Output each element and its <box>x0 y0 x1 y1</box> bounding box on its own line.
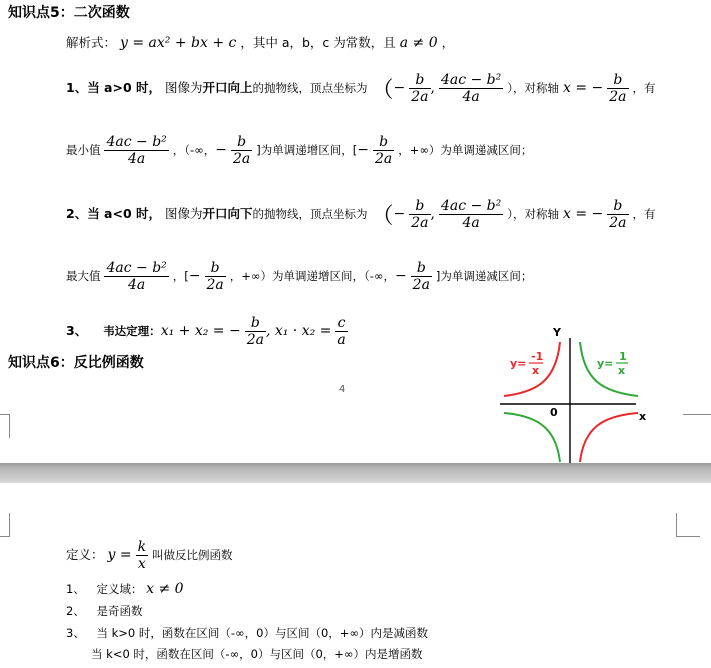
case2-dec-post: ]为单调递减区间； <box>435 269 533 283</box>
fraction-k-x: $\frac{k}{x}$ <box>137 539 147 572</box>
case2-inc-pre: ，[ <box>172 269 189 283</box>
fraction-vertex-y: $\frac{\text{4ac − b²}}{4a}$ <box>440 72 502 105</box>
hyperbola-graph <box>498 320 648 463</box>
analytic-formula: y = ax² + bx + c <box>120 35 237 51</box>
fraction-b-2a: $\frac{b}{2a}$ <box>206 260 224 293</box>
x-axis-label: x <box>639 410 647 423</box>
y-axis-label: Y <box>553 326 561 339</box>
list-item: 1、 定义域： x ≠ 0 <box>66 581 184 597</box>
fraction-b-2a: $\frac{b}{2a}$ <box>411 198 429 231</box>
list-item: 3、 当 k>0 时，函数在区间（-∞，0）与区间（0，+∞）内是减函数 <box>66 626 428 640</box>
analytic-line <box>66 33 454 51</box>
case1-desc-post: 的抛物线，顶点坐标为 <box>252 81 368 95</box>
green-curve-lower-left <box>504 413 560 462</box>
fraction-vertex-y: $\frac{\text{4ac − b²}}{4a}$ <box>106 134 167 167</box>
definition-label: 定义： <box>66 547 104 562</box>
case1-desc-pre: 图像为 <box>165 80 203 95</box>
list-item: 2、 是奇函数 <box>66 604 143 618</box>
green-label-den: x <box>618 364 626 377</box>
fraction-b-2a: $\frac{b}{2a}$ <box>609 198 627 231</box>
minus: − <box>394 268 407 284</box>
red-label-y: y= <box>510 357 527 370</box>
minus: − <box>215 142 227 158</box>
fraction-c-a: $\frac{c}{a}$ <box>337 315 346 348</box>
fraction-b-2a: $\frac{b}{2a}$ <box>412 260 430 293</box>
analytic-label: 解析式： <box>66 35 117 50</box>
case2-line2 <box>66 260 532 293</box>
case2-inc-post: ，+∞）为单调递增区间，（-∞， <box>229 269 395 283</box>
axis-formula: x = − <box>562 80 604 96</box>
minus: − <box>393 206 406 222</box>
case2-line1 <box>66 198 655 231</box>
red-label-num: -1 <box>531 350 544 363</box>
axis-formula: x = − <box>562 206 604 222</box>
case2-desc-pre: 图像为 <box>165 206 203 221</box>
case1-line1 <box>66 72 655 105</box>
minus: − <box>357 142 369 158</box>
analytic-end: ， <box>441 35 455 50</box>
paren: （ <box>371 204 394 229</box>
case1-inc-pre: ，（-∞， <box>172 143 216 157</box>
green-label-y: y= <box>597 357 614 370</box>
section-title-kp5: 知识点5：二次函数 <box>8 5 130 21</box>
case1-axis: ），对称轴 <box>507 81 559 95</box>
definition-line <box>66 539 233 572</box>
page-corner-mark <box>0 513 10 537</box>
case2-you: ，有 <box>632 207 656 221</box>
analytic-condition: a ≠ 0 <box>399 35 438 51</box>
comma: , <box>430 206 435 222</box>
list-item: 当 k<0 时，函数在区间（-∞，0）与区间（0，+∞）内是增函数 <box>91 647 423 661</box>
max-label: 最大值 <box>66 269 101 283</box>
page-corner-mark <box>683 414 711 415</box>
page-corner-mark <box>0 414 10 438</box>
analytic-note: ，其中 a，b，c 为常数，且 <box>240 35 396 50</box>
case2-axis: ），对称轴 <box>507 207 559 221</box>
fraction-vertex-y: $\frac{\text{4ac − b²}}{4a}$ <box>106 260 167 293</box>
case2-desc-post: 的抛物线，顶点坐标为 <box>252 207 368 221</box>
vieta-lead: 3、 <box>66 323 88 338</box>
case1-line2 <box>66 134 532 167</box>
fraction-b-2a: $\frac{b}{2a}$ <box>374 134 393 167</box>
fraction-b-2a: $\frac{b}{2a}$ <box>411 72 429 105</box>
case2-desc-bold: 开口向下 <box>202 206 253 221</box>
vieta-line <box>66 315 348 348</box>
min-label: 最小值 <box>66 143 101 157</box>
case1-dec-post: ，+∞）为单调递减区间； <box>398 143 533 157</box>
red-curve-lower-right <box>580 413 638 462</box>
green-label-num: 1 <box>619 350 627 363</box>
fraction-b-2a: $\frac{b}{2a}$ <box>246 315 264 348</box>
red-label-den: x <box>532 364 540 377</box>
minus: − <box>188 268 201 284</box>
vieta-sum: x₁ + x₂ = − <box>160 323 241 339</box>
case1-you: ，有 <box>632 81 656 95</box>
page-gap <box>0 463 711 483</box>
page-number: 4 <box>339 384 346 395</box>
comma: , <box>430 80 435 96</box>
paren: （ <box>371 78 394 103</box>
definition-y: y = <box>107 547 132 563</box>
case1-lead: 1、当 a>0 时， <box>66 80 162 95</box>
page-corner-mark <box>676 513 700 537</box>
fraction-b-2a: $\frac{b}{2a}$ <box>232 134 251 167</box>
page-corner-mark <box>0 414 10 415</box>
fraction-vertex-y: $\frac{\text{4ac − b²}}{4a}$ <box>440 198 502 231</box>
section-title-kp6: 知识点6：反比例函数 <box>8 355 144 371</box>
case1-inc-post: ]为单调递增区间，[ <box>256 143 358 157</box>
vieta-label: 韦达定理： <box>103 324 161 338</box>
minus: − <box>393 80 406 96</box>
origin-label: 0 <box>550 406 558 419</box>
case1-desc-bold: 开口向上 <box>202 80 253 95</box>
definition-text: 叫做反比例函数 <box>152 548 233 562</box>
document-page-bottom <box>0 483 711 668</box>
case2-lead: 2、当 a<0 时， <box>66 206 162 221</box>
vieta-product: , x₁ · x₂ = <box>265 323 332 339</box>
fraction-b-2a: $\frac{b}{2a}$ <box>609 72 627 105</box>
